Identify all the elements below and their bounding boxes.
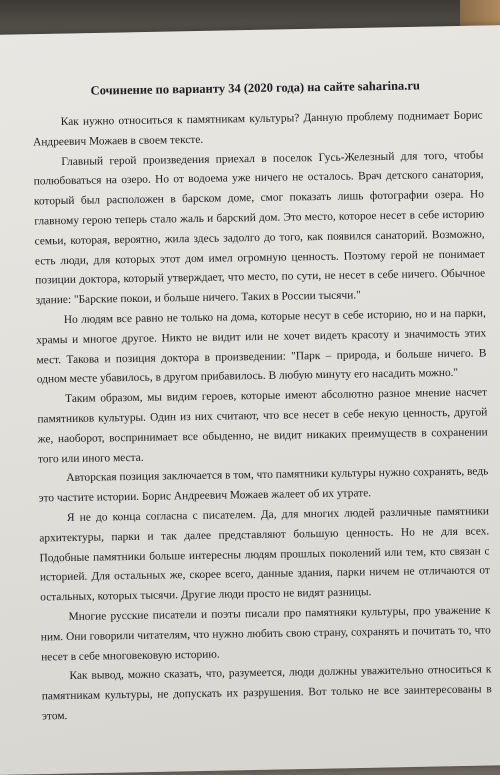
paragraph: Как нужно относиться к памятникам культуры? Данную проблему поднимает Борис Андреевич Можаев в своем тексте. bbox=[32, 109, 483, 149]
essay-body bbox=[33, 106, 493, 727]
paragraph: Как вывод, можно сказать, что, разумеется, люди должны уважительно относиться к памятникам культуры, не допускать их разрушения. Вот только не все заинтересованы в этом. bbox=[41, 663, 492, 723]
paragraph: Я не до конца согласна с писателем. Да, для многих людей различные памятники архитектуры, парки и так далее представляют большую ценность. Но не для всех. Подобные памятники больше интересны людям прошлых поколений или тем, кто связан с историей. Для остальных же, скорее всего, данные здания, парки ничем не отличаются от остальных, которых тысячи. Другие люди просто не видят разницы. bbox=[39, 505, 490, 604]
paragraph: Авторская позиция заключается в том, что памятники культуры нужно сохранять, ведь это частите истории. Борис Андреевич Можаев жалеет об их утрате. bbox=[38, 465, 489, 505]
essay-title: Сочинение по варианту 34 (2020 года) на сайте saharina.ru bbox=[90, 78, 420, 98]
essay-document bbox=[0, 67, 500, 723]
paragraph: Многие русские писатели и поэты писали про памятняки культуры, про уважение к ним. Они говорили читателям, что нужно любить свою страну, сохранять и почитать то, что несет в себе многовековую историю. bbox=[40, 604, 491, 663]
paragraph: Но людям все равно не только на дома, которые несут в себе историю, но и на парки, храмы и многое другое. Никто не видит или не хочет видеть красоту и значимость этих мест. Такова и позиция доктора в произведении: "Парк – природа, и больше ничего. В одном месте убавилось, в другом прибавилось. В любую минуту его насадить можно." bbox=[36, 307, 487, 386]
paragraph: Таким образом, мы видим героев, которые имеют абсолютно разное мнение насчет памятников культуры. Один из них считают, что все несет в себе некую ценность, другой же, наоборот, воспринимает все обыденно, не видит никаких преимуществ в сохранении того или иного места. bbox=[37, 386, 488, 465]
paragraph: Главный герой произведения приехал в поселок Гусь-Железный для того, чтобы полюбоваться на озеро. Но от водоема уже ничего не осталось. Врач детского санатория, который был расположен в барском доме, смог показать лишь фотографии озера. Но главному герою теперь стало жаль и барский дом. Это место, которое несет в себе историю семьи, которая, вероятно, жила здесь задолго до того, как появился санаторий. Возможно, есть люди, для которых этот дом имел огромную ценность. Поэтому герой не понимает позиции доктора, который утверждает, что место, по сути, не несет в себе ничего. Обычное здание: "Барские покои, и больше ничего. Таких в России тысячи." bbox=[33, 149, 486, 307]
